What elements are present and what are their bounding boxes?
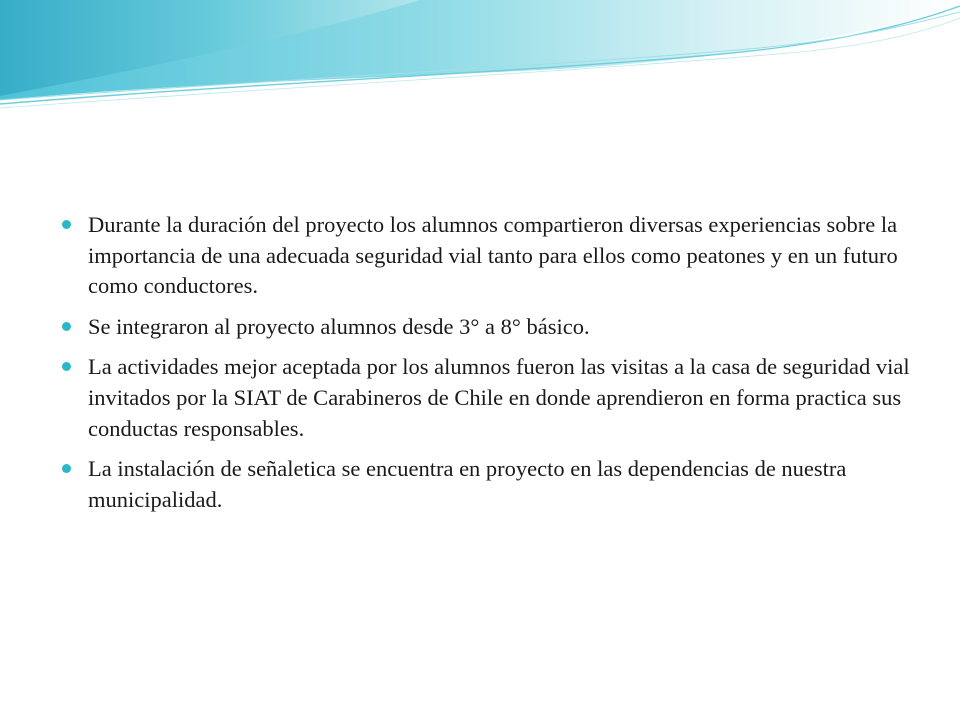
bullet-dot-icon	[62, 464, 71, 473]
bullet-dot-icon	[62, 220, 71, 229]
header-wave-decoration	[0, 0, 960, 120]
bullet-dot-icon	[62, 322, 71, 331]
bullet-dot-icon	[62, 362, 71, 371]
bullet-list	[62, 210, 922, 515]
bullet-item	[62, 312, 922, 343]
bullet-text: Durante la duración del proyecto los alumnos compartieron diversas experiencias sobre la importancia de una adecuada seguridad vial tanto para ellos como peatones y en un futuro como conductores.	[88, 212, 898, 299]
bullet-text: Se integraron al proyecto alumnos desde 3° a 8° básico.	[88, 313, 590, 339]
bullet-item	[62, 454, 922, 515]
bullet-text: La actividades mejor aceptada por los alumnos fueron las visitas a la casa de seguridad vial invitados por la SIAT de Carabineros de Chile en donde aprendieron en forma practica sus conductas responsables.	[88, 354, 910, 441]
bullet-text: La instalación de señaletica se encuentra en proyecto en las dependencias de nuestra municipalidad.	[88, 456, 847, 512]
bullet-item	[62, 210, 922, 302]
slide-body	[62, 210, 922, 525]
bullet-item	[62, 352, 922, 444]
